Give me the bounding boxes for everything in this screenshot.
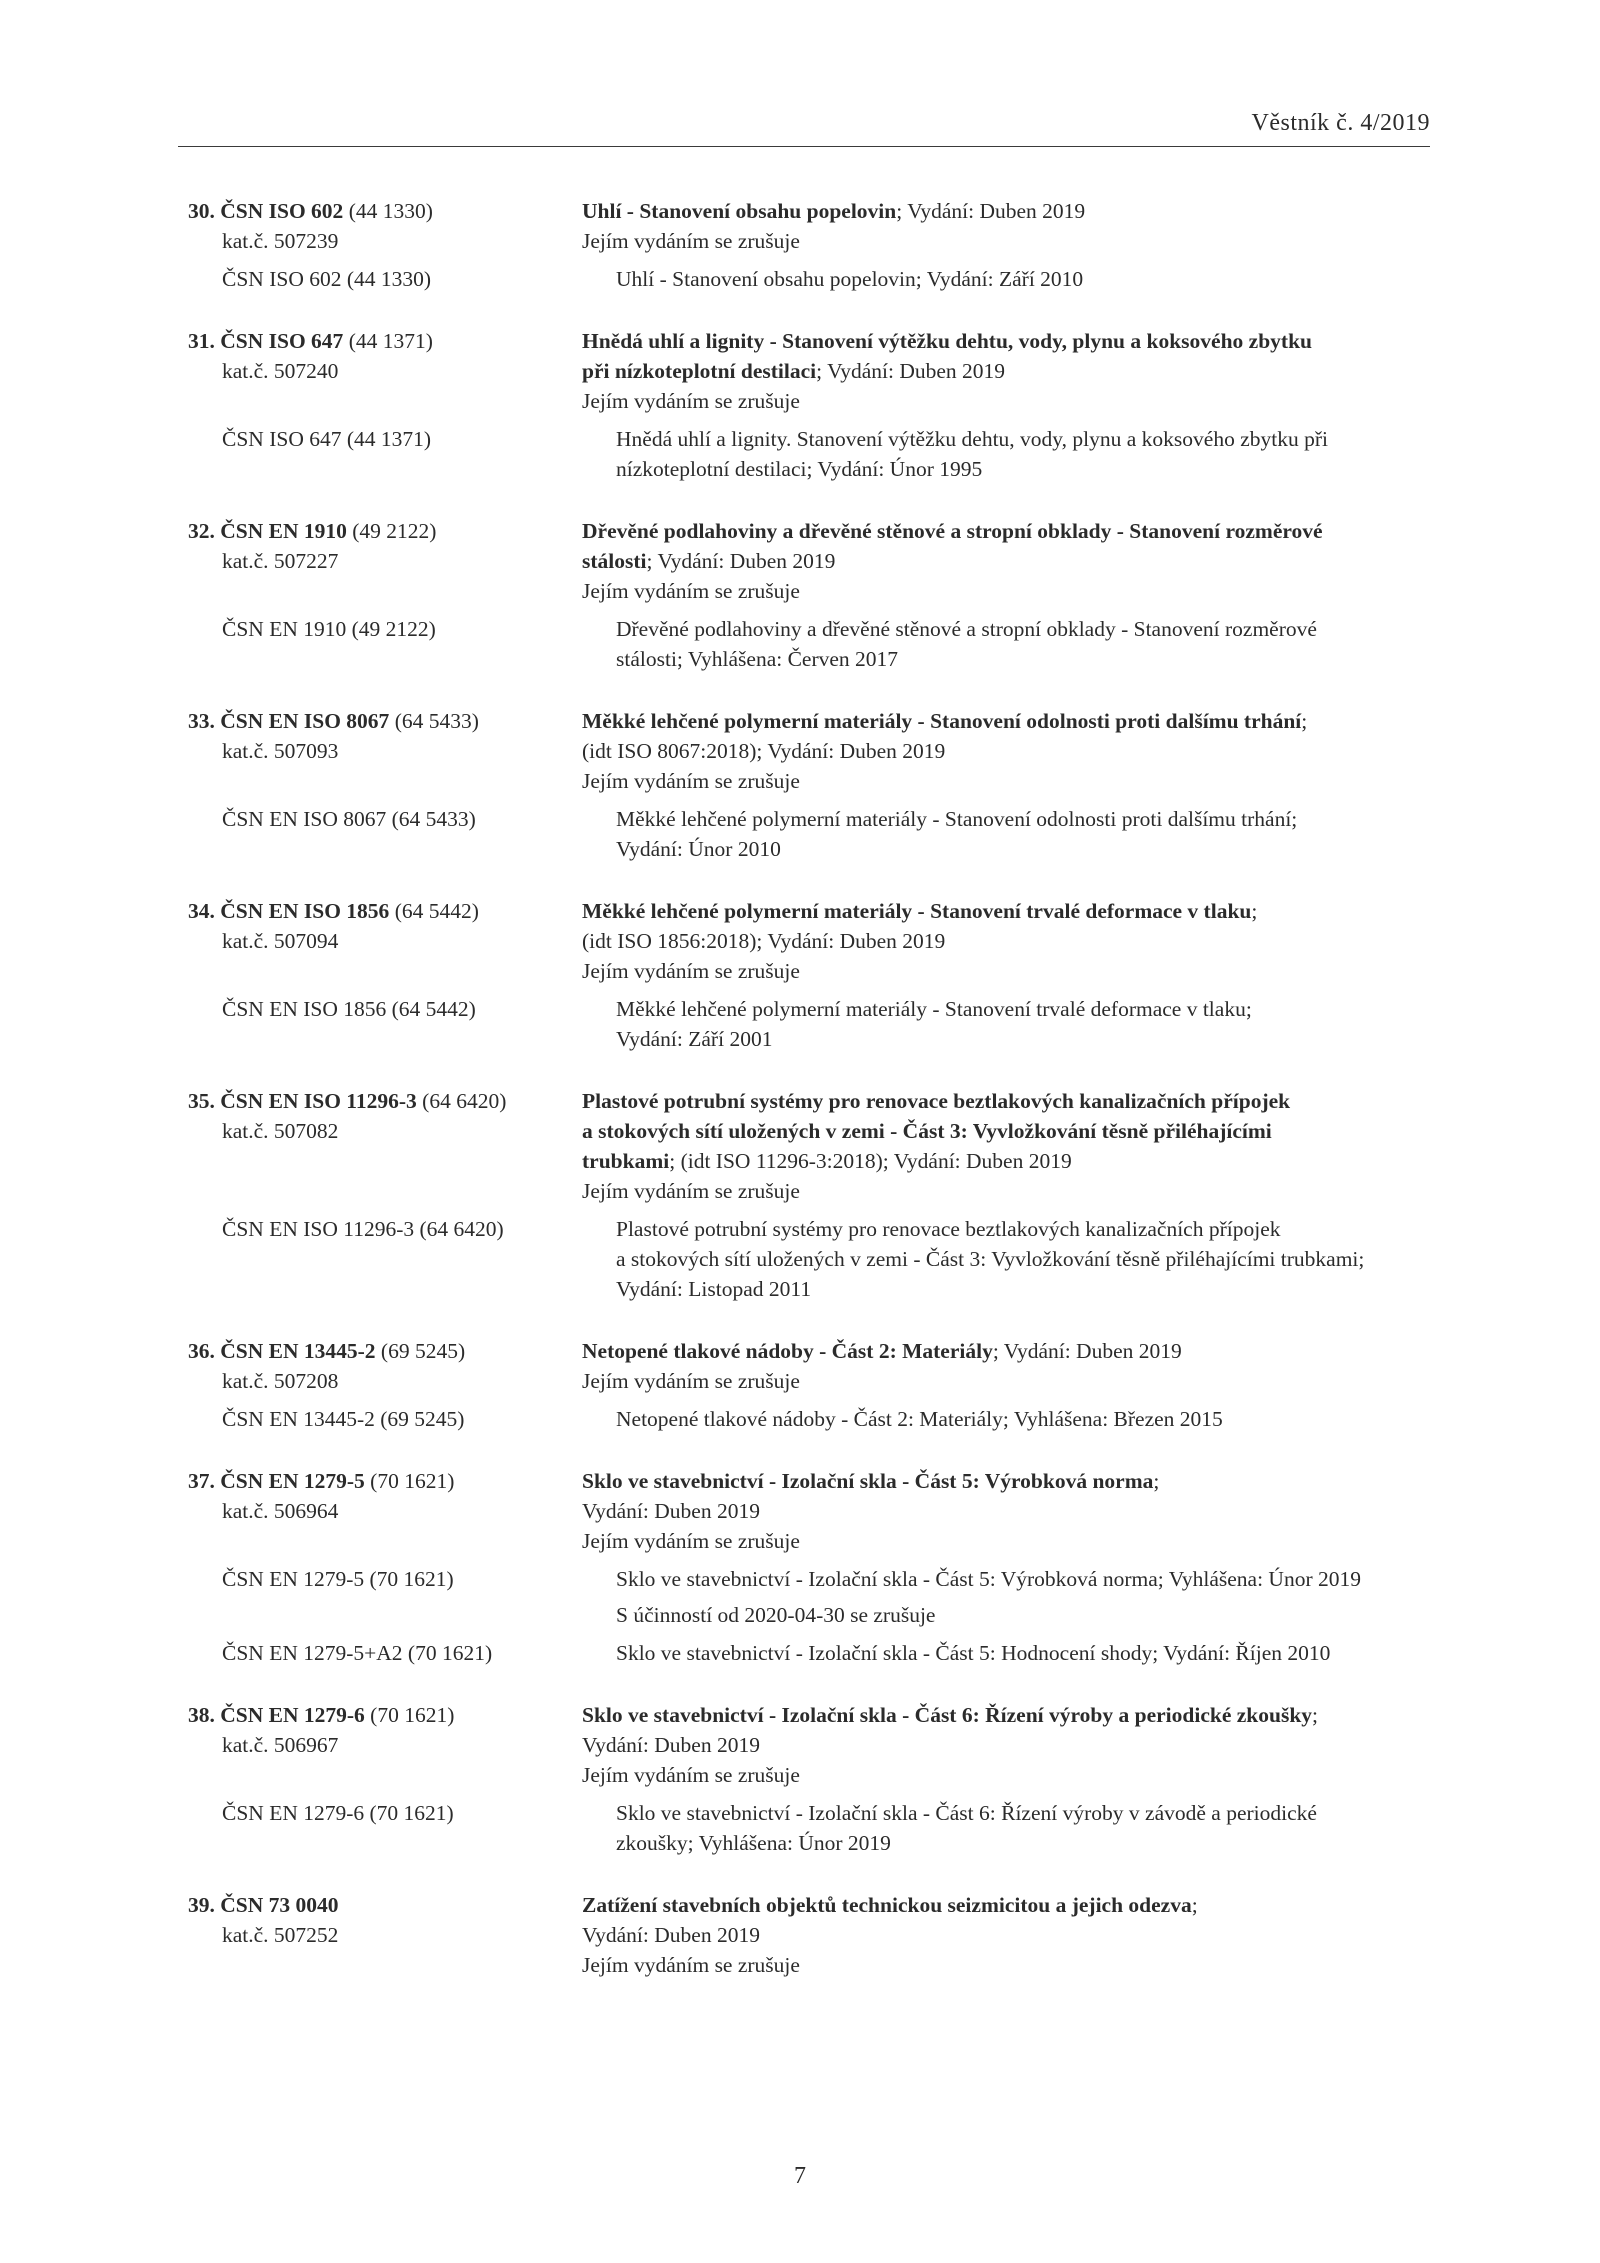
old-standard-title: Měkké lehčené polymerní materiály - Stanovení odolnosti proti dalšímu trhání; Vydání: Únor 2010 (616, 807, 1298, 861)
standard-code: ČSN EN ISO 8067 (220, 709, 390, 733)
catalog-number: kat.č. 507227 (222, 549, 339, 573)
entry-number: 36. (188, 1339, 215, 1363)
standard-class: (44 1330) (343, 199, 433, 223)
standard-title: Uhlí - Stanovení obsahu popelovin (582, 199, 897, 223)
old-standard-code: ČSN EN 1279-5+A2 (70 1621) (222, 1641, 493, 1665)
standard-title: Zatížení stavebních objektů technickou seizmicitou a jejich odezva (582, 1893, 1192, 1917)
old-standard-title: Sklo ve stavebnictví - Izolační skla - Část 5: Výrobková norma; Vyhlášena: Únor 2019 S účinností od 2020-04-30 se zrušuje (616, 1564, 1438, 1630)
entry-number: 35. (188, 1089, 215, 1113)
standards-list (188, 196, 1438, 2012)
catalog-number: kat.č. 506964 (222, 1499, 339, 1523)
entry-number: 38. (188, 1703, 215, 1727)
supersedes-note: Jejím vydáním se zrušuje (582, 1179, 800, 1203)
old-standard-code: ČSN EN ISO 11296-3 (64 6420) (222, 1217, 504, 1241)
entry-number: 37. (188, 1469, 215, 1493)
standard-code: ČSN EN 1279-5 (220, 1469, 365, 1493)
old-standard-code: ČSN EN 1910 (49 2122) (222, 617, 436, 641)
entry-number: 30. (188, 199, 215, 223)
catalog-number: kat.č. 507240 (222, 359, 339, 383)
entry-number: 32. (188, 519, 215, 543)
standard-title: Sklo ve stavebnictví - Izolační skla - Část 5: Výrobková norma (582, 1469, 1154, 1493)
old-standard-code: ČSN EN 1279-6 (70 1621) (222, 1801, 454, 1825)
list-item: 30. ČSN ISO 602 (44 1330) kat.č. 507239 Uhlí - Stanovení obsahu popelovin; Vydání: Duben 2019 Jejím vydáním se zrušuje ČSN ISO 602 (44 1330) Uhlí - Stanovení obsahu popelovin; Vydání: Září 2010 (188, 196, 1438, 294)
catalog-number: kat.č. 507239 (222, 229, 339, 253)
standard-class: (64 5442) (389, 899, 479, 923)
standard-code: ČSN EN 1279-6 (220, 1703, 365, 1727)
supersedes-note: Jejím vydáním se zrušuje (582, 389, 800, 413)
list-item: 35. ČSN EN ISO 11296-3 (64 6420) kat.č. 507082 Plastové potrubní systémy pro renovace beztlakových kanalizačních přípojek a stokových sítí uložených v zemi - Část 3: Vyvložkování těsně přiléhajícími trubkami; (idt ISO 11296-3:2018); Vydání: Duben 2019 Jejím vydáním se zrušuje ČSN EN ISO 11296-3 (64 6420) Plastové potrubní systémy pro renovace beztlakových kanalizačních přípojek a stokových sítí uložených v zemi - Část 3: Vyvložkování těsně přiléhajícími trubkami; Vydání: Listopad 2011 (188, 1086, 1438, 1304)
standard-class: (49 2122) (346, 519, 437, 543)
entry-number: 39. (188, 1893, 215, 1917)
supersedes-note: Jejím vydáním se zrušuje (582, 229, 800, 253)
page-header (178, 110, 1430, 147)
entry-number: 34. (188, 899, 215, 923)
standard-code: ČSN EN 13445-2 (220, 1339, 376, 1363)
standard-title: Hnědá uhlí a lignity - Stanovení výtěžku dehtu, vody, plynu a koksového zbytku (582, 329, 1312, 353)
catalog-number: kat.č. 507094 (222, 929, 339, 953)
journal-title: Věstník č. 4/2019 (1251, 110, 1430, 136)
old-standard-title: Uhlí - Stanovení obsahu popelovin; Vydání: Září 2010 (616, 267, 1084, 291)
entry-number: 33. (188, 709, 215, 733)
standard-class: (44 1371) (343, 329, 433, 353)
supersedes-note: S účinností od 2020-04-30 se zrušuje (616, 1603, 936, 1627)
catalog-number: kat.č. 507208 (222, 1369, 339, 1393)
supersedes-note: Jejím vydáním se zrušuje (582, 1953, 800, 1977)
old-standard-code: ČSN EN ISO 1856 (64 5442) (222, 997, 476, 1021)
standard-title: Dřevěné podlahoviny a dřevěné stěnové a stropní obklady - Stanovení rozměrové (582, 519, 1323, 543)
standard-class: (69 5245) (375, 1339, 466, 1363)
standard-code: ČSN ISO 602 (220, 199, 344, 223)
old-standard-title: Měkké lehčené polymerní materiály - Stanovení trvalé deformace v tlaku; Vydání: Září 2001 (616, 997, 1252, 1051)
standard-title: Měkké lehčené polymerní materiály - Stanovení odolnosti proti dalšímu trhání (582, 709, 1302, 733)
standard-code: ČSN EN ISO 1856 (220, 899, 390, 923)
standard-title: Netopené tlakové nádoby - Část 2: Materiály (582, 1339, 993, 1363)
old-standard-code: ČSN EN 1279-5 (70 1621) (222, 1567, 454, 1591)
supersedes-note: Jejím vydáním se zrušuje (582, 1369, 800, 1393)
list-item: 31. ČSN ISO 647 (44 1371) kat.č. 507240 Hnědá uhlí a lignity - Stanovení výtěžku dehtu, vody, plynu a koksového zbytku při nízkoteplotní destilaci; Vydání: Duben 2019 Jejím vydáním se zrušuje ČSN ISO 647 (44 1371) Hnědá uhlí a lignity. Stanovení výtěžku dehtu, vody, plynu a koksového zbytku při nízkoteplotní destilaci; Vydání: Únor 1995 (188, 326, 1438, 484)
standard-code: ČSN EN 1910 (220, 519, 347, 543)
supersedes-note: Jejím vydáním se zrušuje (582, 1763, 800, 1787)
old-standard-title: Sklo ve stavebnictví - Izolační skla - Část 5: Hodnocení shody; Vydání: Říjen 2010 (616, 1641, 1331, 1665)
catalog-number: kat.č. 507252 (222, 1923, 339, 1947)
supersedes-note: Jejím vydáním se zrušuje (582, 579, 800, 603)
old-standard-code: ČSN EN 13445-2 (69 5245) (222, 1407, 465, 1431)
supersedes-note: Jejím vydáním se zrušuje (582, 1529, 800, 1553)
standard-title: Plastové potrubní systémy pro renovace beztlakových kanalizačních přípojek (582, 1089, 1291, 1113)
supersedes-note: Jejím vydáním se zrušuje (582, 959, 800, 983)
list-item: 38. ČSN EN 1279-6 (70 1621) kat.č. 506967 Sklo ve stavebnictví - Izolační skla - Část 6: Řízení výroby a periodické zkoušky; Vydání: Duben 2019 Jejím vydáním se zrušuje ČSN EN 1279-6 (70 1621) Sklo ve stavebnictví - Izolační skla - Část 6: Řízení výroby v závodě a periodické zkoušky; Vyhlášena: Únor 2019 (188, 1700, 1438, 1858)
standard-title: Měkké lehčené polymerní materiály - Stanovení trvalé deformace v tlaku (582, 899, 1252, 923)
standard-code: ČSN ISO 647 (220, 329, 344, 353)
old-standard-title: Plastové potrubní systémy pro renovace beztlakových kanalizačních přípojek a stokových sítí uložených v zemi - Část 3: Vyvložkování těsně přiléhajícími trubkami; Vydání: Listopad 2011 (616, 1217, 1365, 1301)
standard-class: (64 6420) (416, 1089, 507, 1113)
standard-class: (64 5433) (389, 709, 479, 733)
list-item: 32. ČSN EN 1910 (49 2122) kat.č. 507227 Dřevěné podlahoviny a dřevěné stěnové a stropní obklady - Stanovení rozměrové stálosti; Vydání: Duben 2019 Jejím vydáním se zrušuje ČSN EN 1910 (49 2122) Dřevěné podlahoviny a dřevěné stěnové a stropní obklady - Stanovení rozměrové stálosti; Vyhlášena: Červen 2017 (188, 516, 1438, 674)
list-item: 37. ČSN EN 1279-5 (70 1621) kat.č. 506964 Sklo ve stavebnictví - Izolační skla - Část 5: Výrobková norma; Vydání: Duben 2019 Jejím vydáním se zrušuje ČSN EN 1279-5 (70 1621) Sklo ve stavebnictví - Izolační skla - Část 5: Výrobková norma; Vyhlášena: Únor 2019 S účinností od 2020-04-30 se zrušuje ČSN EN 1279-5+A2 (70 1621) Sklo ve stavebnictví - Izolační skla - Část 5: Hodnocení shody; Vydání: Říjen 2010 (188, 1466, 1438, 1668)
old-standard-title: Hnědá uhlí a lignity. Stanovení výtěžku dehtu, vody, plynu a koksového zbytku při nízkoteplotní destilaci; Vydání: Únor 1995 (616, 427, 1328, 481)
list-item: 39. ČSN 73 0040 kat.č. 507252 Zatížení stavebních objektů technickou seizmicitou a jejich odezva; Vydání: Duben 2019 Jejím vydáním se zrušuje (188, 1890, 1438, 1980)
list-item: 33. ČSN EN ISO 8067 (64 5433) kat.č. 507093 Měkké lehčené polymerní materiály - Stanovení odolnosti proti dalšímu trhání; (idt ISO 8067:2018); Vydání: Duben 2019 Jejím vydáním se zrušuje ČSN EN ISO 8067 (64 5433) Měkké lehčené polymerní materiály - Stanovení odolnosti proti dalšímu trhání; Vydání: Únor 2010 (188, 706, 1438, 864)
old-standard-code: ČSN EN ISO 8067 (64 5433) (222, 807, 476, 831)
standard-title: Sklo ve stavebnictví - Izolační skla - Část 6: Řízení výroby a periodické zkoušky (582, 1703, 1313, 1727)
old-standard-code: ČSN ISO 602 (44 1330) (222, 267, 432, 291)
page-number: 7 (794, 2163, 806, 2189)
catalog-number: kat.č. 506967 (222, 1733, 339, 1757)
entry-number: 31. (188, 329, 215, 353)
standard-code: ČSN EN ISO 11296-3 (220, 1089, 417, 1113)
standard-class: (70 1621) (364, 1703, 455, 1727)
standard-code: ČSN 73 0040 (220, 1893, 339, 1917)
list-item: 36. ČSN EN 13445-2 (69 5245) kat.č. 507208 Netopené tlakové nádoby - Část 2: Materiály; Vydání: Duben 2019 Jejím vydáním se zrušuje ČSN EN 13445-2 (69 5245) Netopené tlakové nádoby - Část 2: Materiály; Vyhlášena: Březen 2015 (188, 1336, 1438, 1434)
catalog-number: kat.č. 507093 (222, 739, 339, 763)
standard-class: (70 1621) (364, 1469, 455, 1493)
list-item: 34. ČSN EN ISO 1856 (64 5442) kat.č. 507094 Měkké lehčené polymerní materiály - Stanovení trvalé deformace v tlaku; (idt ISO 1856:2018); Vydání: Duben 2019 Jejím vydáním se zrušuje ČSN EN ISO 1856 (64 5442) Měkké lehčené polymerní materiály - Stanovení trvalé deformace v tlaku; Vydání: Září 2001 (188, 896, 1438, 1054)
old-standard-code: ČSN ISO 647 (44 1371) (222, 427, 432, 451)
catalog-number: kat.č. 507082 (222, 1119, 339, 1143)
old-standard-title: Dřevěné podlahoviny a dřevěné stěnové a stropní obklady - Stanovení rozměrové stálosti; Vyhlášena: Červen 2017 (616, 617, 1317, 671)
supersedes-note: Jejím vydáním se zrušuje (582, 769, 800, 793)
old-standard-title: Sklo ve stavebnictví - Izolační skla - Část 6: Řízení výroby v závodě a periodické zkoušky; Vyhlášena: Únor 2019 (616, 1801, 1317, 1855)
old-standard-title: Netopené tlakové nádoby - Část 2: Materiály; Vyhlášena: Březen 2015 (616, 1407, 1223, 1431)
